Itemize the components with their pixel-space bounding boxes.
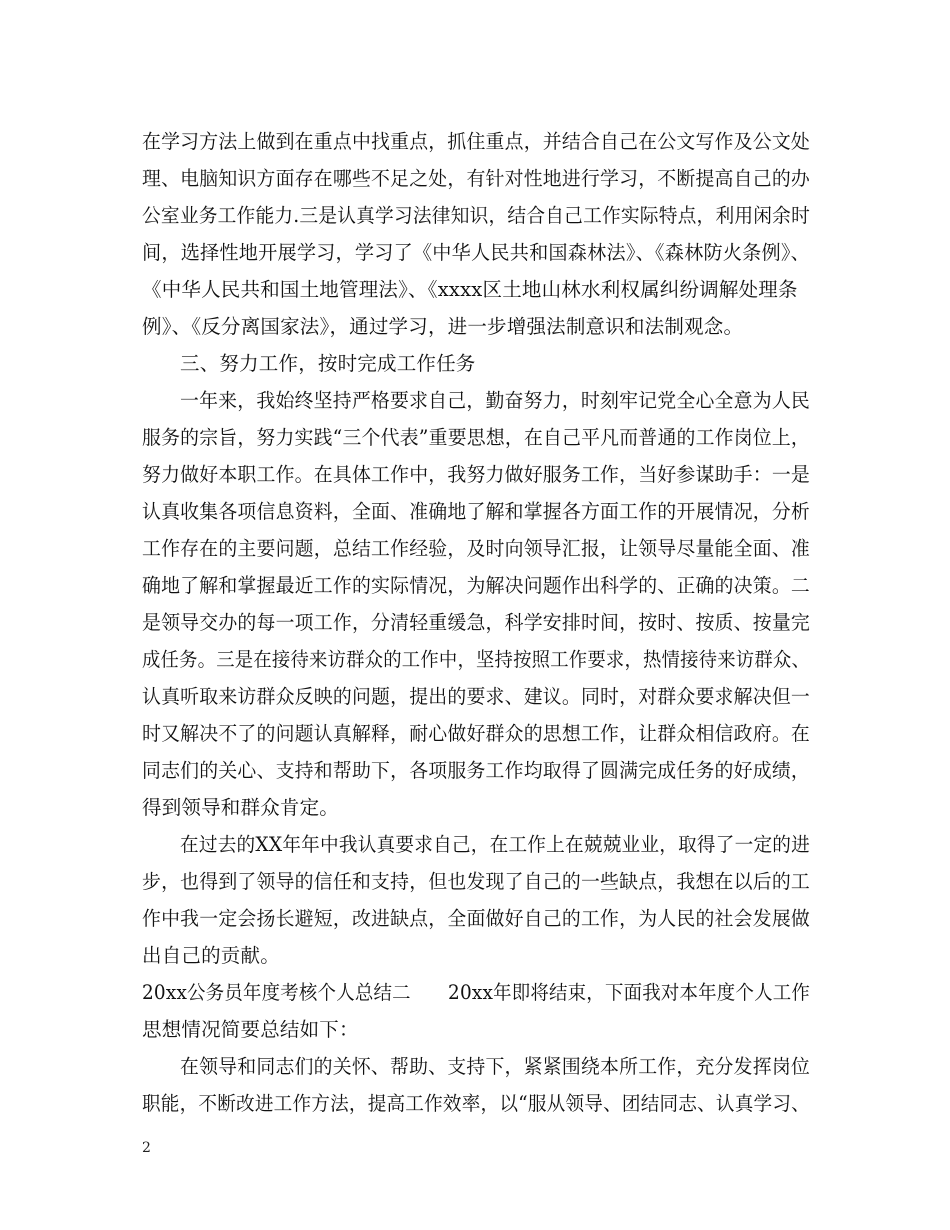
paragraph-line: 间，选择性地开展学习，学习了《中华人民共和国森林法》、《森林防火条例》、	[142, 241, 810, 264]
paragraph-line: 步，也得到了领导的信任和支持，但也发现了自己的一些缺点，我想在以后的工	[142, 870, 811, 893]
paragraph-line: 工作存在的主要问题，总结工作经验，及时向领导汇报，让领导尽量能全面、准	[142, 537, 811, 560]
section-heading: 三、努力工作，按时完成工作任务	[180, 352, 476, 375]
paragraph-line: 是领导交办的每一项工作，分清轻重缓急，科学安排时间，按时、按质、按量完	[142, 611, 811, 634]
paragraph-line: 理、电脑知识方面存在哪些不足之处，有针对性地进行学习，不断提高自己的办	[142, 167, 811, 190]
paragraph-line: 认真收集各项信息资料，全面、准确地了解和掌握各方面工作的开展情况，分析	[142, 500, 811, 523]
paragraph-line: 得到领导和群众肯定。	[142, 796, 340, 819]
paragraph-line: 公室业务工作能力.三是认真学习法律知识，结合自己工作实际特点，利用闲余时	[142, 204, 811, 227]
paragraph-line: 一年来，我始终坚持严格要求自己，勤奋努力，时刻牢记党全心全意为人民	[180, 389, 811, 412]
paragraph-line: 确地了解和掌握最近工作的实际情况，为解决问题作出科学的、正确的决策。二	[142, 574, 811, 597]
paragraph-line: 认真听取来访群众反映的问题，提出的要求、建议。同时，对群众要求解决但一	[142, 685, 811, 708]
paragraph-line: 在领导和同志们的关怀、帮助、支持下，紧紧围绕本所工作，充分发挥岗位	[180, 1055, 811, 1078]
paragraph-line: 作中我一定会扬长避短，改进缺点，全面做好自己的工作，为人民的社会发展做	[142, 907, 811, 930]
paragraph-line: 同志们的关心、支持和帮助下，各项服务工作均取得了圆满完成任务的好成绩，	[142, 759, 811, 782]
paragraph-line: 思想情况简要总结如下：	[142, 1018, 359, 1041]
paragraph-line: 成任务。三是在接待来访群众的工作中，坚持按照工作要求，热情接待来访群众、	[142, 648, 810, 671]
paragraph-line: 出自己的贡献。	[142, 944, 280, 967]
paragraph-line: 例》、《反分离国家法》，通过学习，进一步增强法制意识和法制观念。	[142, 315, 744, 338]
paragraph-line: 职能，不断改进工作方法，提高工作效率，以“服从领导、团结同志、认真学习、	[142, 1092, 810, 1115]
page-number: 2	[142, 1140, 151, 1156]
paragraph-line: 努力做好本职工作。在具体工作中，我努力做好服务工作，当好参谋助手：一是	[142, 463, 811, 486]
summary-title-line: 20xx公务员年度考核个人总结二 20xx年即将结束，下面我对本年度个人工作	[142, 981, 811, 1004]
paragraph-line: 服务的宗旨，努力实践“三个代表”重要思想，在自己平凡而普通的工作岗位上，	[142, 426, 810, 449]
paragraph-line: 在学习方法上做到在重点中找重点，抓住重点，并结合自己在公文写作及公文处	[142, 130, 811, 153]
paragraph-line: 在过去的XX年年中我认真要求自己，在工作上在兢兢业业，取得了一定的进	[180, 833, 810, 856]
paragraph-line: 《中华人民共和国土地管理法》、《xxxx区土地山林水利权属纠纷调解处理条	[142, 278, 798, 301]
paragraph-line: 时又解决不了的问题认真解释，耐心做好群众的思想工作，让群众相信政府。在	[142, 722, 811, 745]
